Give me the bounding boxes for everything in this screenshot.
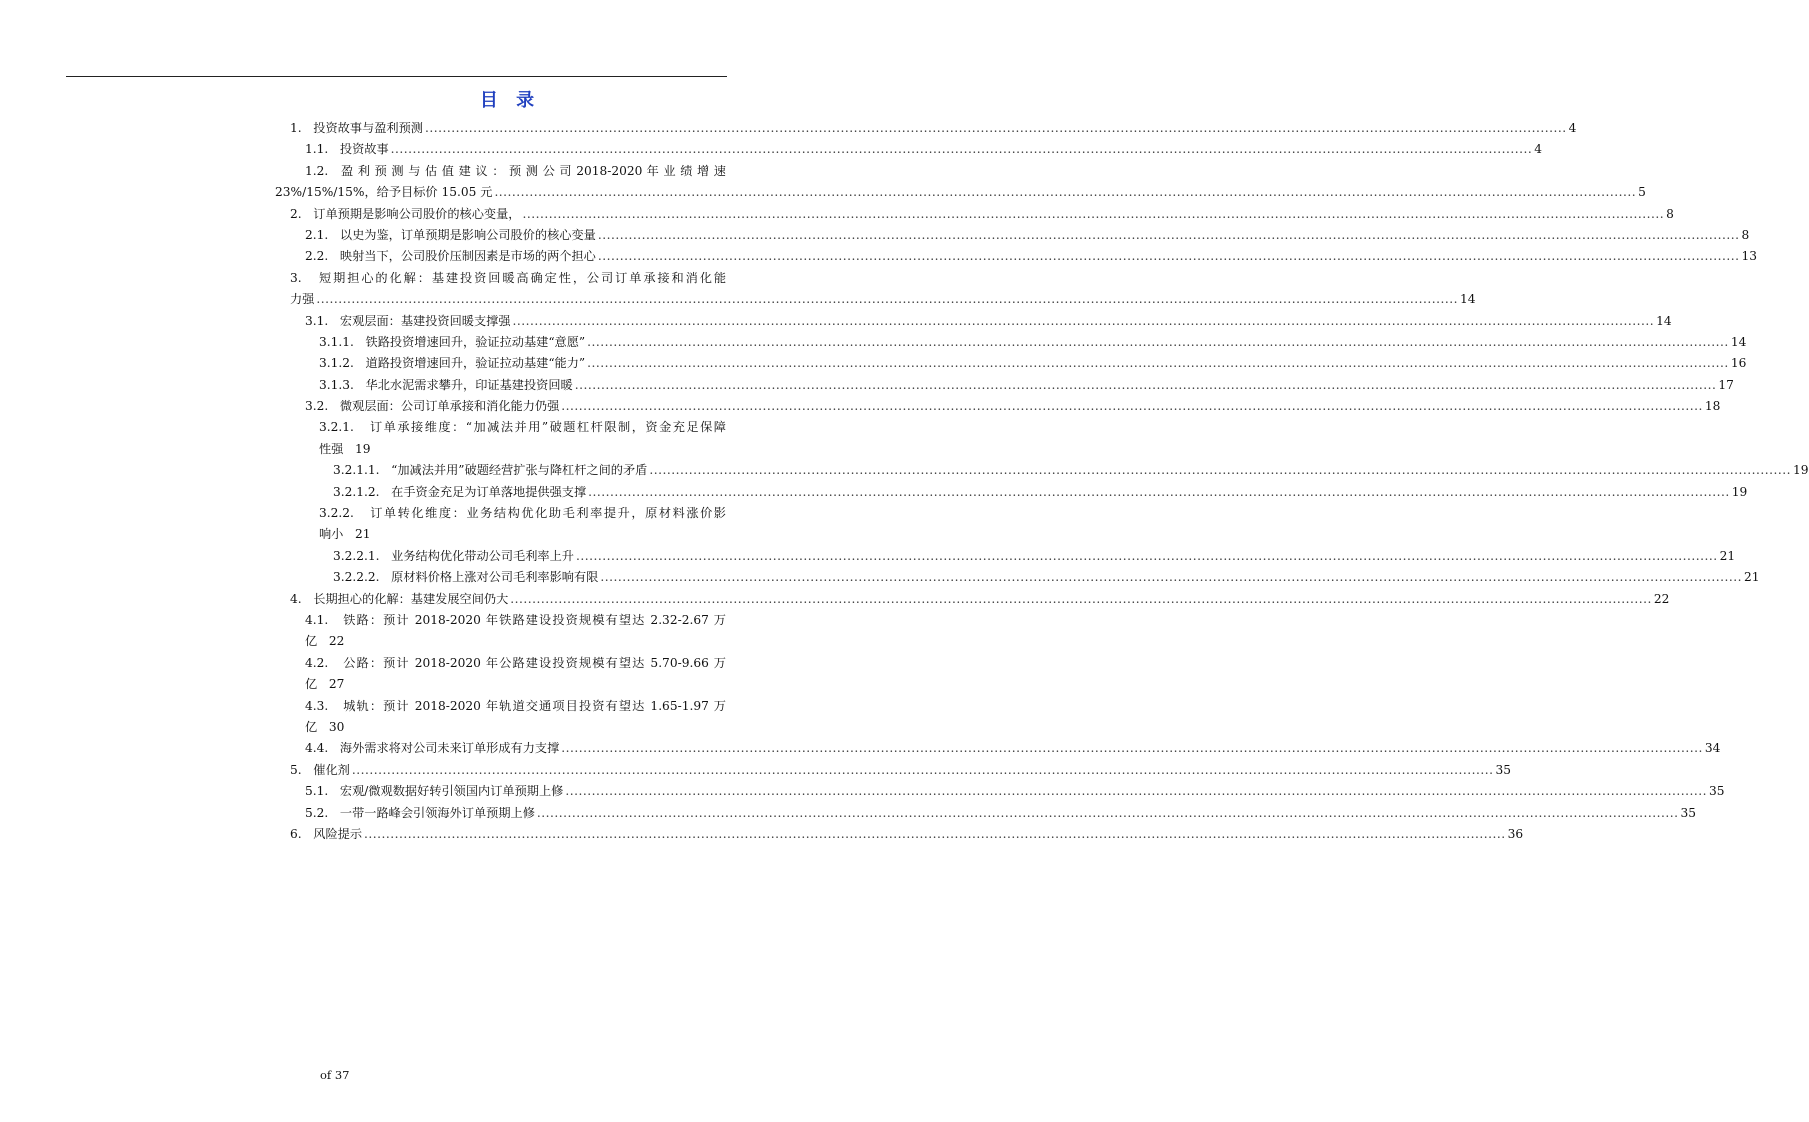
page-footer: of 37 bbox=[320, 1068, 350, 1082]
toc-entry-line2[interactable] bbox=[290, 674, 726, 695]
toc-page: 17 bbox=[1718, 377, 1734, 392]
toc-leader bbox=[513, 311, 1655, 332]
toc-text: 微观层面：公司订单承接和消化能力仍强 bbox=[339, 399, 560, 414]
toc-text: 铁路投资增速回升，验证拉动基建“意愿” bbox=[365, 334, 586, 349]
toc-number: 3.2.2. bbox=[319, 506, 354, 521]
toc-entry[interactable] bbox=[290, 246, 1757, 267]
toc-entry[interactable] bbox=[290, 118, 1577, 139]
toc-number: 3.1. bbox=[305, 313, 329, 328]
toc-number: 4.2. bbox=[305, 655, 329, 670]
toc-entry[interactable] bbox=[290, 460, 1809, 481]
toc-text: 订单承接维度：“加减法并用”破题杠杆限制，资金充足保障 bbox=[370, 420, 726, 435]
toc-leader bbox=[537, 803, 1679, 824]
toc-page: 19 bbox=[1731, 484, 1748, 499]
toc-number: 1. bbox=[290, 121, 302, 135]
toc-number: 5.1. bbox=[305, 784, 329, 799]
toc-text: 投资故事 bbox=[339, 142, 389, 157]
toc-text: 短期担心的化解：基建投资回暖高确定性，公司订单承接和消化能 bbox=[319, 270, 727, 285]
toc-entry[interactable] bbox=[290, 139, 1543, 160]
toc-page: 5 bbox=[1638, 185, 1646, 200]
toc-entry-line2[interactable] bbox=[290, 289, 1476, 310]
toc-number: 2.1. bbox=[305, 227, 329, 242]
toc-number: 3. bbox=[290, 270, 302, 285]
toc-text: 宏观层面：基建投资回暖支撑强 bbox=[339, 313, 511, 328]
toc-entry[interactable] bbox=[290, 824, 1524, 845]
toc-page: 19 bbox=[355, 441, 371, 456]
toc-text-cont: 性强 bbox=[319, 441, 344, 456]
toc-page: 14 bbox=[1460, 292, 1476, 307]
toc-text: 以史为鉴，订单预期是影响公司股价的核心变量 bbox=[339, 227, 596, 242]
toc-page: 36 bbox=[1507, 826, 1524, 841]
toc-leader bbox=[561, 738, 1703, 759]
toc-leader bbox=[364, 824, 1506, 845]
toc-text-cont: 亿 bbox=[305, 677, 318, 692]
toc-entry[interactable] bbox=[290, 311, 1672, 332]
toc-entry[interactable] bbox=[290, 760, 1511, 781]
toc-number: 3.1.2. bbox=[319, 356, 354, 371]
toc-text: 一带一路峰会引领海外订单预期上修 bbox=[339, 805, 535, 820]
toc-text: 盈 利 预 测 与 估 值 建 议 ： 预 测 公 司 2018-2020 年 业 绩 增 速 bbox=[341, 163, 726, 178]
toc-leader bbox=[494, 182, 1636, 203]
toc-number: 4. bbox=[290, 591, 302, 606]
toc-number: 3.2. bbox=[305, 399, 329, 414]
toc-number: 1.2. bbox=[305, 163, 329, 178]
toc-number: 3.2.1. bbox=[319, 420, 354, 435]
toc-entry-line2[interactable] bbox=[290, 717, 726, 738]
toc-entry-line2[interactable] bbox=[290, 439, 726, 460]
toc-text: 原材料价格上涨对公司毛利率影响有限 bbox=[391, 570, 599, 585]
toc-entry-line2[interactable] bbox=[275, 182, 1646, 203]
toc-leader bbox=[598, 225, 1740, 246]
toc-leader bbox=[316, 289, 1458, 310]
toc-text: 映射当下，公司股价压制因素是市场的两个担心 bbox=[339, 249, 596, 264]
toc-page: 35 bbox=[1680, 805, 1697, 820]
toc-entry-line2[interactable] bbox=[290, 631, 726, 652]
toc-page: 21 bbox=[355, 527, 371, 542]
toc-text: 铁路：预计 2018-2020 年铁路建设投资规模有望达 2.32-2.67 万 bbox=[343, 612, 726, 627]
toc-entry-line1[interactable] bbox=[290, 503, 726, 524]
toc-entry[interactable] bbox=[290, 225, 1750, 246]
toc-leader bbox=[425, 118, 1567, 139]
toc-page: 14 bbox=[1656, 313, 1672, 328]
toc-leader bbox=[510, 589, 1652, 610]
toc-page: 30 bbox=[328, 719, 345, 734]
toc-page: 13 bbox=[1741, 249, 1757, 264]
toc-text: 宏观/微观数据好转引领国内订单预期上修 bbox=[339, 784, 564, 799]
toc-page: 4 bbox=[1534, 142, 1543, 157]
toc-text-cont: 亿 bbox=[305, 634, 318, 649]
toc-text: 长期担心的化解：基建发展空间仍大 bbox=[313, 591, 509, 606]
toc-page: 35 bbox=[1709, 784, 1725, 799]
toc-entry-line1[interactable] bbox=[290, 268, 726, 289]
toc-number: 3.2.2.2. bbox=[333, 570, 380, 585]
page-title: 目 录 bbox=[479, 90, 541, 111]
toc-page: 4 bbox=[1568, 121, 1577, 135]
toc-text-cont: 响小 bbox=[319, 527, 344, 542]
table-of-contents bbox=[275, 118, 1809, 845]
toc-text: 华北水泥需求攀升，印证基建投资回暖 bbox=[365, 377, 573, 392]
toc-number: 4.4. bbox=[305, 741, 329, 756]
toc-text: 在手资金充足为订单落地提供强支撑 bbox=[391, 484, 587, 499]
toc-number: 3.2.1.2. bbox=[333, 484, 380, 499]
toc-leader bbox=[598, 246, 1740, 267]
toc-text: 海外需求将对公司未来订单形成有力支撑 bbox=[339, 741, 560, 756]
toc-leader bbox=[565, 781, 1707, 802]
toc-number: 4.1. bbox=[305, 612, 329, 627]
toc-text-cont: 23%/15%/15%，给予目标价 15.05 元 bbox=[275, 185, 493, 200]
toc-text: 订单转化维度：业务结构优化助毛利率提升，原材料涨价影 bbox=[370, 506, 726, 521]
toc-entry-line1[interactable] bbox=[290, 161, 726, 182]
toc-page: 21 bbox=[1719, 548, 1736, 563]
toc-leader bbox=[600, 567, 1742, 588]
toc-number: 3.2.1.1. bbox=[333, 463, 380, 478]
toc-leader bbox=[575, 375, 1717, 396]
toc-entry[interactable] bbox=[290, 204, 1674, 225]
toc-number: 6. bbox=[290, 826, 302, 841]
toc-text: 业务结构优化带动公司毛利率上升 bbox=[391, 548, 574, 563]
toc-entry[interactable] bbox=[290, 781, 1725, 802]
toc-text: 道路投资增速回升，验证拉动基建“能力” bbox=[365, 356, 586, 371]
toc-number: 5.2. bbox=[305, 805, 329, 820]
toc-text-cont: 力强 bbox=[290, 292, 315, 307]
toc-page: 22 bbox=[1653, 591, 1670, 606]
toc-text-cont: 亿 bbox=[305, 719, 318, 734]
toc-text: 订单预期是影响公司股价的核心变量， bbox=[313, 206, 521, 221]
toc-number: 3.2.2.1. bbox=[333, 548, 380, 563]
toc-entry[interactable] bbox=[290, 396, 1721, 417]
toc-number: 4.3. bbox=[305, 698, 329, 713]
toc-text: “加减法并用”破题经营扩张与降杠杆之间的矛盾 bbox=[391, 463, 648, 478]
toc-leader bbox=[391, 139, 1533, 160]
toc-page: 19 bbox=[1793, 463, 1809, 478]
toc-entry[interactable] bbox=[290, 567, 1760, 588]
toc-entry[interactable] bbox=[290, 353, 1747, 374]
toc-number: 3.1.1. bbox=[319, 334, 354, 349]
toc-page: 16 bbox=[1730, 356, 1747, 371]
toc-number: 5. bbox=[290, 762, 302, 777]
toc-entry[interactable] bbox=[290, 738, 1721, 759]
toc-leader bbox=[649, 460, 1791, 481]
toc-page: 18 bbox=[1704, 399, 1721, 414]
toc-page: 8 bbox=[1741, 227, 1750, 242]
toc-leader bbox=[561, 396, 1703, 417]
toc-page: 14 bbox=[1730, 334, 1747, 349]
toc-entry[interactable] bbox=[290, 375, 1734, 396]
toc-leader bbox=[576, 546, 1718, 567]
toc-entry[interactable] bbox=[290, 546, 1736, 567]
toc-number: 1.1. bbox=[305, 142, 329, 157]
toc-entry[interactable] bbox=[290, 482, 1748, 503]
toc-number: 3.1.3. bbox=[319, 377, 354, 392]
toc-text: 风险提示 bbox=[313, 826, 363, 841]
toc-number: 2. bbox=[290, 206, 302, 221]
toc-text: 投资故事与盈利预测 bbox=[313, 121, 423, 135]
toc-page: 22 bbox=[328, 634, 345, 649]
toc-page: 21 bbox=[1743, 570, 1760, 585]
toc-entry-line1[interactable] bbox=[290, 610, 726, 631]
header-rule bbox=[66, 76, 727, 77]
toc-entry[interactable] bbox=[290, 589, 1670, 610]
toc-entry-line1[interactable] bbox=[290, 696, 726, 717]
toc-leader bbox=[587, 353, 1729, 374]
toc-entry-line1[interactable] bbox=[290, 653, 726, 674]
toc-leader bbox=[522, 204, 1664, 225]
toc-entry-line2[interactable] bbox=[290, 524, 726, 545]
toc-page: 35 bbox=[1495, 762, 1511, 777]
toc-entry[interactable] bbox=[290, 803, 1697, 824]
toc-text: 城轨：预计 2018-2020 年轨道交通项目投资有望达 1.65-1.97 万 bbox=[343, 698, 726, 713]
toc-text: 公路：预计 2018-2020 年公路建设投资规模有望达 5.70-9.66 万 bbox=[343, 655, 726, 670]
toc-number: 2.2. bbox=[305, 249, 329, 264]
toc-leader bbox=[587, 332, 1729, 353]
toc-leader bbox=[588, 482, 1730, 503]
toc-leader bbox=[352, 760, 1494, 781]
toc-page: 34 bbox=[1704, 741, 1721, 756]
toc-page: 27 bbox=[328, 677, 345, 692]
toc-entry[interactable] bbox=[290, 332, 1747, 353]
toc-text: 催化剂 bbox=[313, 762, 350, 777]
toc-entry-line1[interactable] bbox=[290, 417, 726, 438]
toc-page: 8 bbox=[1666, 206, 1674, 221]
